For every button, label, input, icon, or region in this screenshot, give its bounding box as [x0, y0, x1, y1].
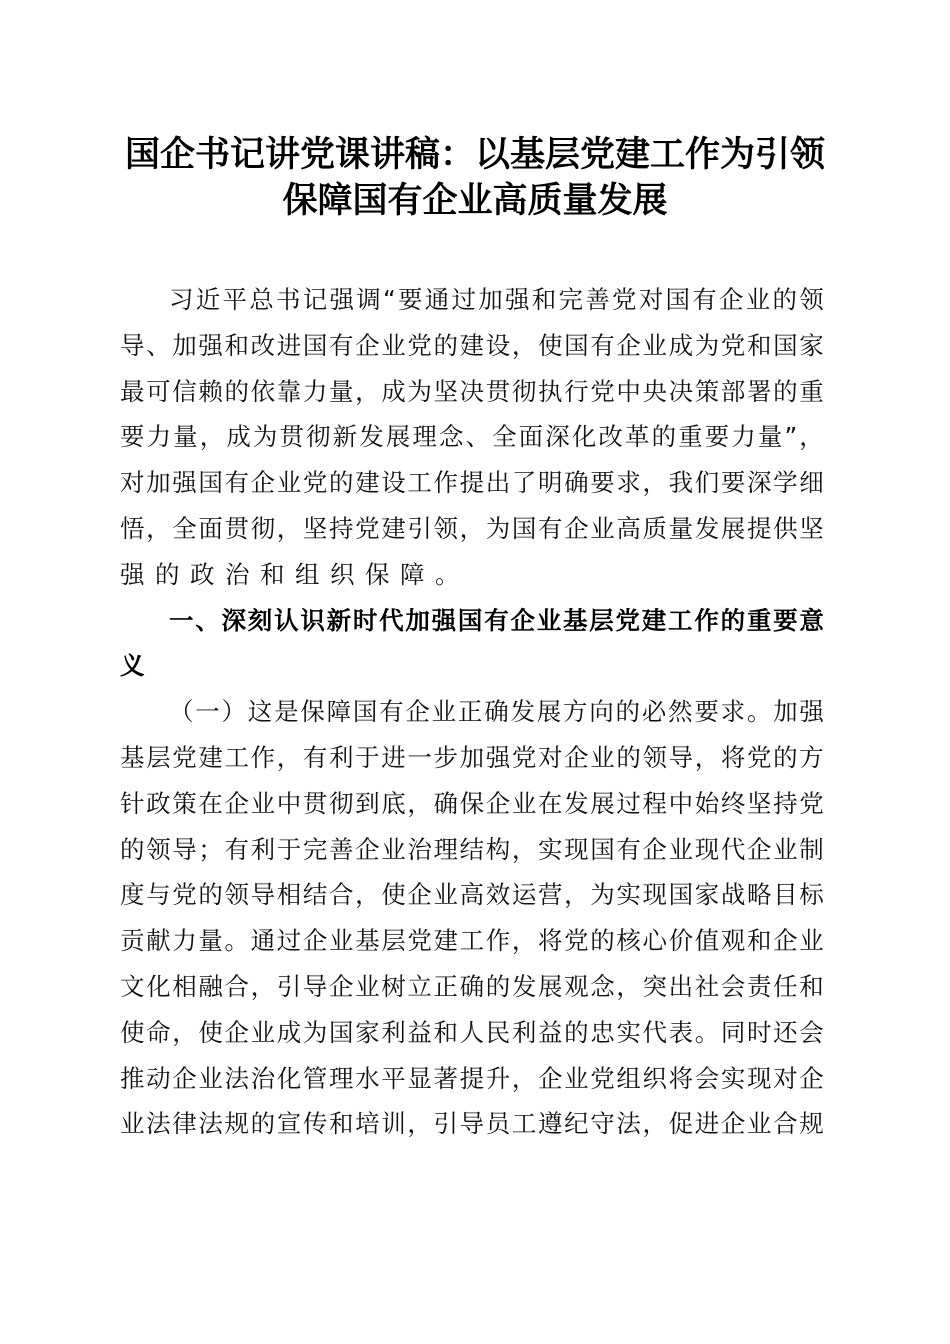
paragraph-line: 最 可 信 赖 的 依 靠 力 量 ， 成 为 坚 决 贯 彻 执 行 党 中 央 决 策 部 署 的 重	[120, 376, 824, 406]
paragraph-line: 推 动 企 业 法 治 化 管 理 水 平 显 著 提 升 ， 企 业 党 组 织 将 会 实 现 对 企	[120, 1063, 824, 1093]
paragraph-line: 对 加 强 国 有 企 业 党 的 建 设 工 作 提 出 了 明 确 要 求 ， 我 们 要 深 学 细	[120, 468, 824, 498]
paragraph-line: 的 领 导 ； 有 利 于 完 善 企 业 治 理 结 构 ， 实 现 国 有 企 业 现 代 企 业 制	[120, 834, 824, 864]
paragraph-line: 文 化 相 融 合 ， 引 导 企 业 树 立 正 确 的 发 展 观 念 ， 突 出 社 会 责 任 和	[120, 971, 824, 1001]
title-line-1: 国企书记讲党课讲稿：以基层党建工作为引领	[124, 134, 825, 175]
paragraph-line: 度 与 党 的 领 导 相 结 合 ， 使 企 业 高 效 运 营 ， 为 实 现 国 家 战 略 目 标	[120, 880, 824, 910]
paragraph-line: 要 力 量 ， 成 为 贯 彻 新 发 展 理 念 、 全 面 深 化 改 革 的 重 要 力 量 ” ，	[120, 422, 824, 452]
section-heading-line: 一 、 深 刻 认 识 新 时 代 加 强 国 有 企 业 基 层 党 建 工 作 的 重 要 意	[169, 605, 824, 635]
title-line-2: 保障国有企业高质量发展	[282, 180, 668, 221]
paragraph-line: 强 的 政 治 和 组 织 保 障 。	[120, 559, 470, 589]
section-heading-line: 义	[120, 651, 155, 681]
paragraph-line: 针 政 策 在 企 业 中 贯 彻 到 底 ， 确 保 企 业 在 发 展 过 程 中 始 终 坚 持 党	[120, 788, 824, 818]
paragraph-line: 悟 ， 全 面 贯 彻 ， 坚 持 党 建 引 领 ， 为 国 有 企 业 高 质 量 发 展 提 供 坚	[120, 513, 824, 543]
paragraph-line: 导 、 加 强 和 改 进 国 有 企 业 党 的 建 设 ， 使 国 有 企 业 成 为 党 和 国 家	[120, 330, 824, 360]
paragraph-line: 业 法 律 法 规 的 宣 传 和 培 训 ， 引 导 员 工 遵 纪 守 法 ， 促 进 企 业 合 规	[120, 1109, 824, 1139]
document-title	[100, 132, 850, 224]
paragraph-line: 习 近 平 总 书 记 强 调 “ 要 通 过 加 强 和 完 善 党 对 国 有 企 业 的 领	[169, 285, 824, 314]
paragraph-line: 使 命 ， 使 企 业 成 为 国 家 利 益 和 人 民 利 益 的 忠 实 代 表 。 同 时 还 会	[120, 1017, 824, 1047]
paragraph-line: （ 一 ） 这 是 保 障 国 有 企 业 正 确 发 展 方 向 的 必 然 要 求 。 加 强	[169, 697, 824, 727]
paragraph-line: 贡 献 力 量 。 通 过 企 业 基 层 党 建 工 作 ， 将 党 的 核 心 价 值 观 和 企 业	[120, 926, 824, 956]
document-body	[120, 277, 824, 1147]
paragraph-line: 基 层 党 建 工 作 ， 有 利 于 进 一 步 加 强 党 对 企 业 的 领 导 ， 将 党 的 方	[120, 742, 824, 772]
